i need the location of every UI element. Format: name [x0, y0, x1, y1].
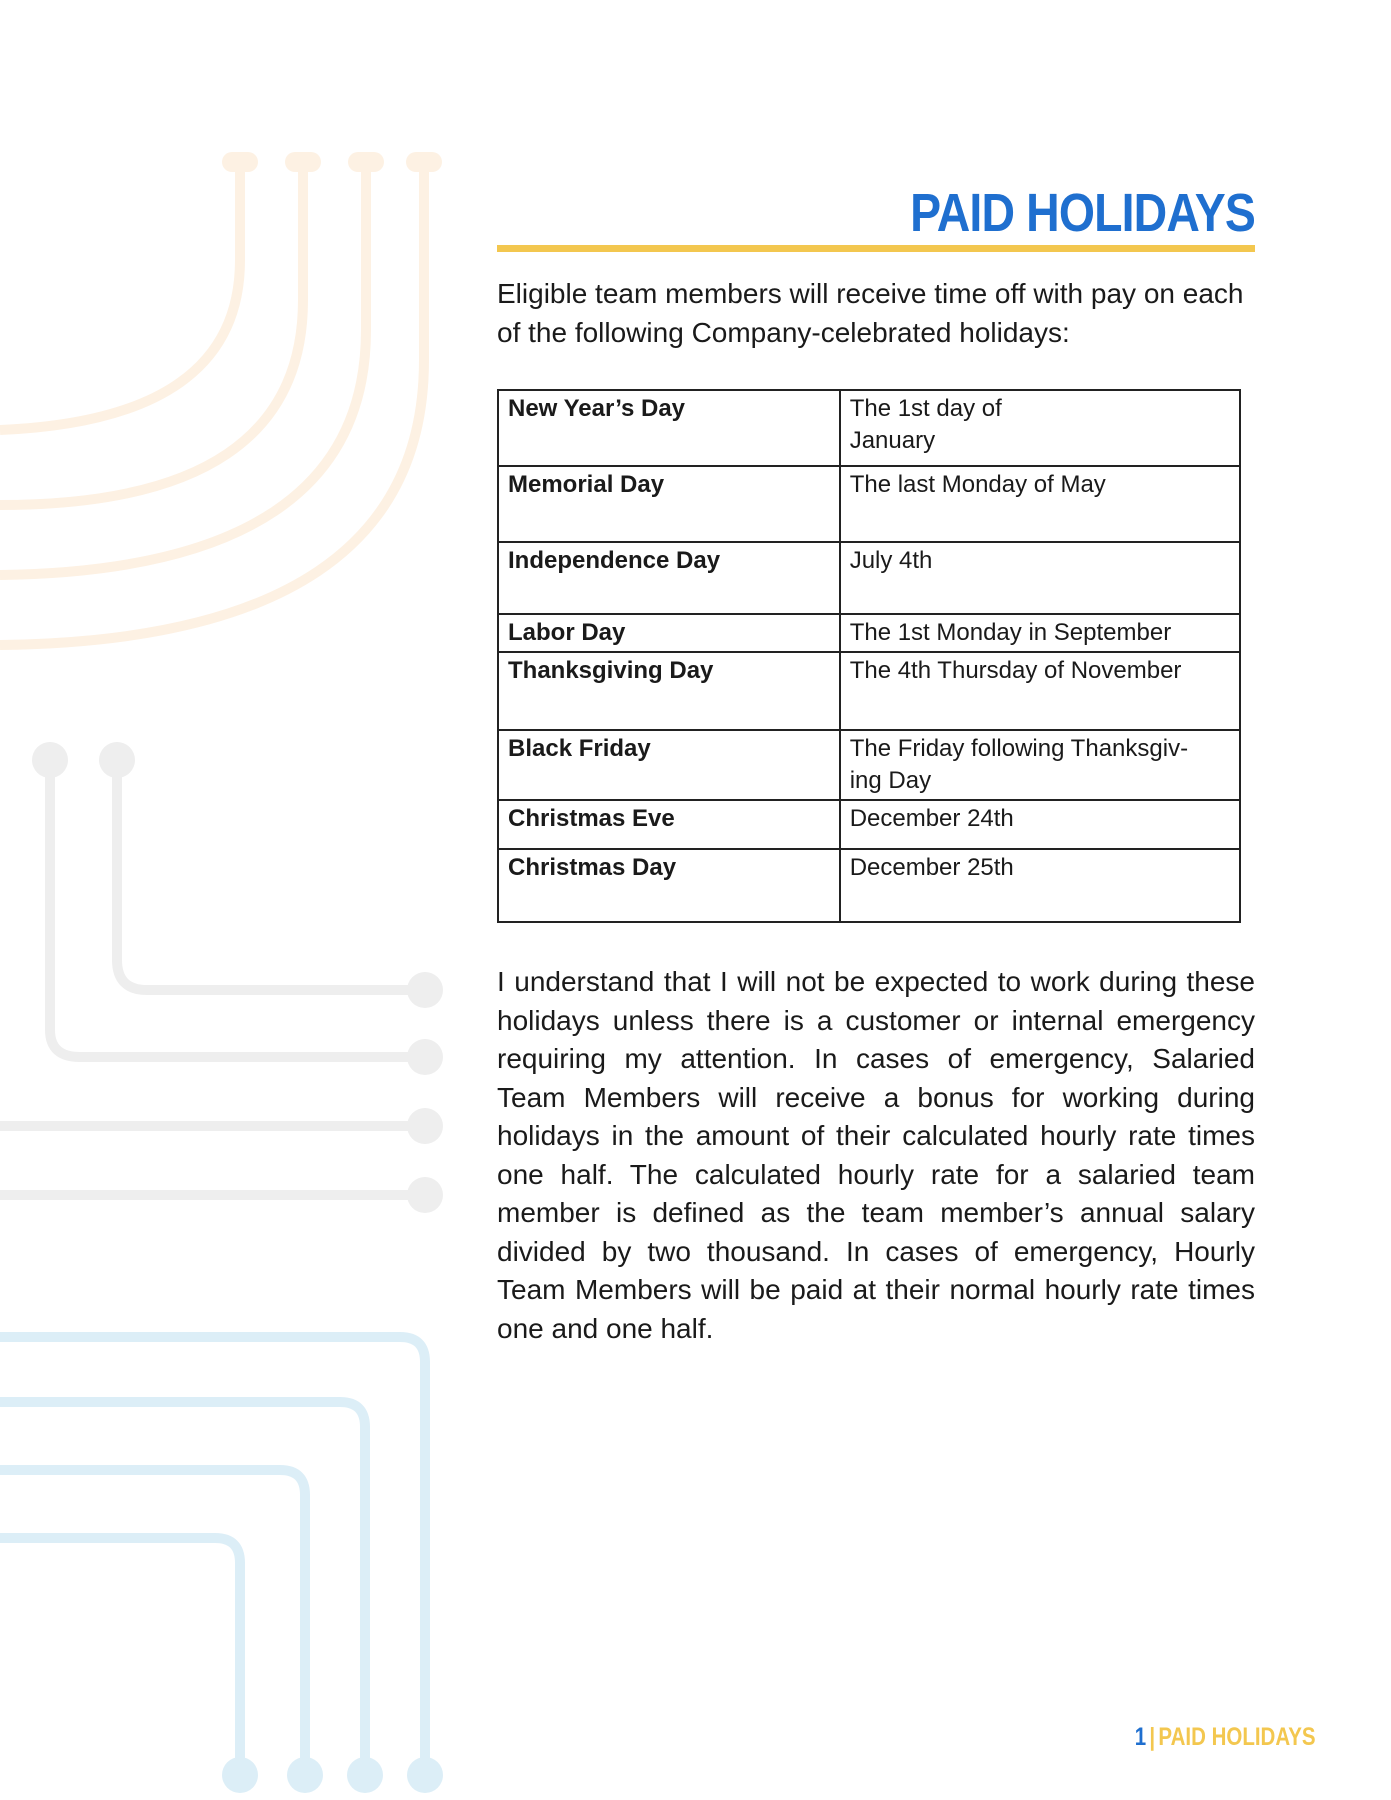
gray-circuit-dots: [32, 742, 443, 1213]
table-row: [498, 390, 1240, 466]
orange-circuit-lines: [0, 165, 424, 645]
holiday-date: [840, 730, 1240, 800]
holiday-date: The 1st Monday in September: [840, 614, 1240, 652]
table-row: [498, 730, 1240, 800]
holidays-table: [497, 389, 1241, 923]
holiday-date-text: The Friday following Thanksgiv- ing Day: [849, 735, 1189, 794]
holiday-date-text: The 1st day of January: [849, 395, 1002, 454]
holiday-name: Black Friday: [498, 730, 840, 800]
holiday-date: December 25th: [840, 849, 1240, 922]
circuit-decoration: [0, 0, 460, 1800]
page-content: [497, 185, 1255, 1376]
table-row: [498, 800, 1240, 849]
table-row: [498, 652, 1240, 730]
page-title: PAID HOLIDAYS: [910, 183, 1255, 243]
holiday-name: Christmas Day: [498, 849, 840, 922]
holiday-date: July 4th: [840, 542, 1240, 614]
page-footer: [1135, 1723, 1316, 1752]
holiday-name: Memorial Day: [498, 466, 840, 542]
holiday-name: New Year’s Day: [498, 390, 840, 466]
footer-separator: |: [1149, 1723, 1156, 1751]
intro-paragraph: Eligible team members will receive time off with pay on each of the following Company-celebrated holidays:: [497, 278, 1244, 348]
holiday-date: [840, 390, 1240, 466]
gray-circuit-lines: [0, 760, 425, 1195]
table-row: [498, 466, 1240, 542]
policy-paragraph: I understand that I will not be expected to work during these holidays unless there is a customer or internal emergency requiring my attention. In cases of emergency, Salaried Team Members will receive a bonus for working during holidays in the amount of their calculated hourly rate times one half. The calculated hourly rate for a salaried team member is defined as the team member’s annual salary divided by two thousand. In cases of emergency, Hourly Team Members will be paid at their normal hourly rate times one and one half.: [497, 966, 1255, 1344]
holiday-name: Labor Day: [498, 614, 840, 652]
title-underline: [497, 245, 1255, 252]
holiday-date: December 24th: [840, 800, 1240, 849]
table-row: [498, 542, 1240, 614]
orange-circuit-dots: [222, 152, 442, 172]
table-row: [498, 614, 1240, 652]
blue-circuit-dots: [222, 1757, 443, 1793]
page-number: 1: [1135, 1723, 1147, 1751]
holiday-name: Christmas Eve: [498, 800, 840, 849]
holiday-date: The 4th Thursday of November: [840, 652, 1240, 730]
holiday-name: Independence Day: [498, 542, 840, 614]
table-row: [498, 849, 1240, 922]
holiday-date: The last Monday of May: [840, 466, 1240, 542]
blue-circuit-lines: [0, 1337, 425, 1775]
holiday-name: Thanksgiving Day: [498, 652, 840, 730]
footer-section-label: PAID HOLIDAYS: [1158, 1723, 1316, 1751]
